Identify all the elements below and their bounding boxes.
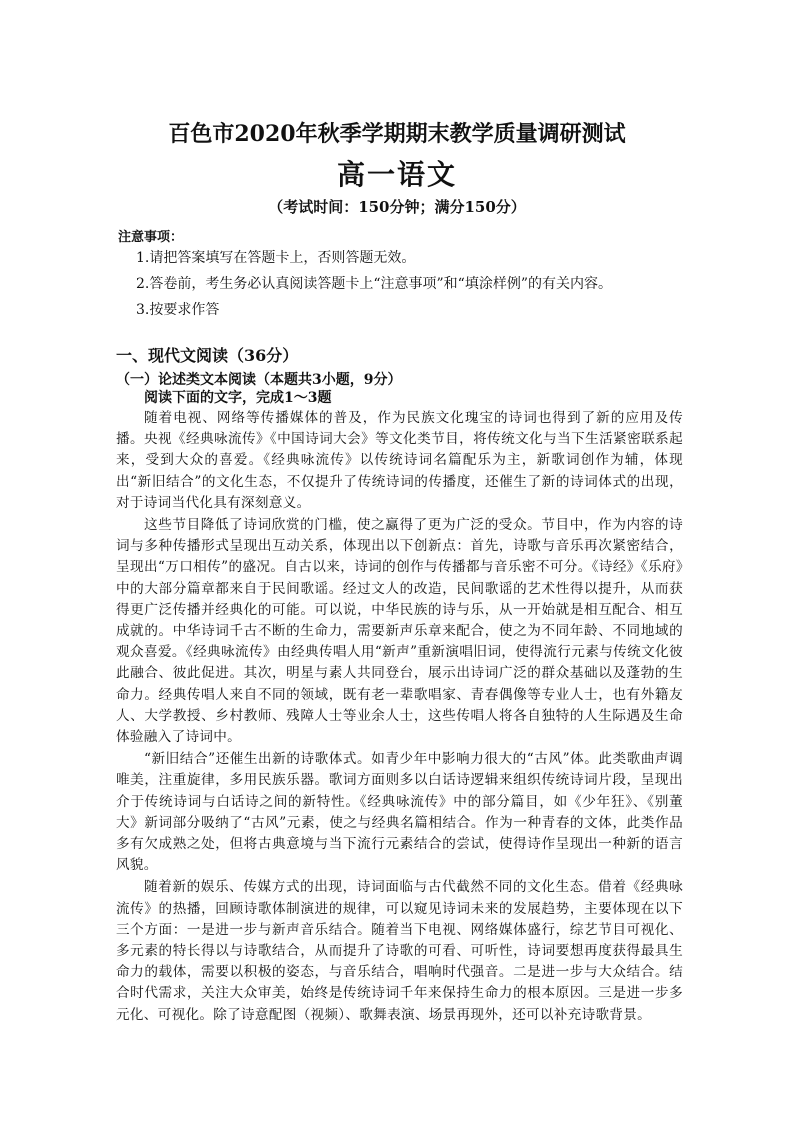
reading-instruction: 阅读下面的文字，完成1～3题 [144, 390, 332, 406]
notice-heading: 注意事项： [118, 230, 184, 245]
notice-item: 3.按要求作答 [136, 302, 220, 318]
passage-paragraph: 随着新的娱乐、传媒方式的出现，诗词面临与古代截然不同的文化生态。借着《经典咏流传》的热播，回顾诗歌体制演进的规律，可以窥见诗词未来的发展趋势，主要体现在以下三个方面：一是进一步与新声音乐结合。随着当下电视、网络媒体盛行，综艺节目可视化、多元素的特长得以与诗歌结合，从而提升了诗歌的可看、可听性，诗词要想再度获得最具生命力的载体，需要以积极的姿态，与音乐结合，唱响时代强音。二是进一步与大众结合。结合时代需求，关注大众审美，始终是传统诗词千年来保持生命力的根本原因。三是进一步多元化、可视化。除了诗意配图（视频）、歌舞表演、场景再现外，还可以补充诗歌背景。 [116, 879, 683, 1023]
passage-paragraph: “新旧结合”还催生出新的诗歌体式。如青少年中影响力很大的“古风”体。此类歌曲声调唯美，注重旋律，多用民族乐器。歌词方面则多以白话诗逻辑来组织传统诗词片段，呈现出介于传统诗词与白话诗之间的新特性。《经典咏流传》中的部分篇目，如《少年狂》、《别董大》新词部分吸纳了“古风”元素，使之与经典名篇相结合。作为一种青春的文体，此类作品多有欠成熟之处，但将古典意境与当下流行元素结合的尝试，使得诗作呈现出一种新的语言风貌。 [116, 751, 683, 874]
exam-info: （考试时间：150分钟；满分150分） [268, 198, 526, 216]
subject-title: 高一语文 [336, 158, 457, 191]
notice-item: 1.请把答案填写在答题卡上，否则答题无效。 [136, 250, 416, 266]
reading-passage [116, 408, 683, 1027]
section-heading: 一、现代文阅读（36分） [116, 346, 299, 365]
passage-paragraph: 随着电视、网络等传播媒体的普及，作为民族文化瑰宝的诗词也得到了新的应用及传播。央视《经典咏流传》《中国诗词大会》等文化类节目，将传统文化与当下生活紧密联系起来，受到大众的喜爱。《经典咏流传》以传统诗词名篇配乐为主，新歌词创作为辅，体现出“新旧结合”的文化生态，不仅提升了传统诗词的传播度，还催生了新的诗词体式的出现，对于诗词当代化具有深刻意义。 [116, 410, 683, 511]
notice-item: 2.答卷前，考生务必认真阅读答题卡上“注意事项”和“填涂样例”的有关内容。 [136, 276, 612, 292]
passage-paragraph: 这些节目降低了诗词欣赏的门槛，使之赢得了更为广泛的受众。节目中，作为内容的诗词与多种传播形式呈现出互动关系，体现出以下创新点：首先，诗歌与音乐再次紧密结合，呈现出“万口相传”的盛况。自古以来，诗词的创作与传播都与音乐密不可分。《诗经》《乐府》中的大部分篇章都来自于民间歌谣。经过文人的改造，民间歌谣的艺术性得以提升，从而获得更广泛传播并经典化的可能。可以说，中华民族的诗与乐，从一开始就是相互配合、相互成就的。中华诗词千古不断的生命力，需要新声乐章来配合，使之为不同年龄、不同地域的观众喜爱。《经典咏流传》由经典传唱人用“新声”重新演唱旧词，使得流行元素与传统文化彼此融合、彼此促进。其次，明星与素人共同登台，展示出诗词广泛的群众基础以及蓬勃的生命力。经典传唱人来自不同的领域，既有老一辈歌唱家、青春偶像等专业人士，也有外籍友人、大学教授、乡村教师、残障人士等业余人士，这些传唱人将各自独特的人生际遇及生命体验融入了诗词中。 [116, 517, 683, 746]
exam-title: 百色市2020年秋季学期期末教学质量调研测试 [168, 121, 626, 147]
subsection-heading: （一）论述类文本阅读（本题共3小题，9分） [116, 372, 402, 388]
